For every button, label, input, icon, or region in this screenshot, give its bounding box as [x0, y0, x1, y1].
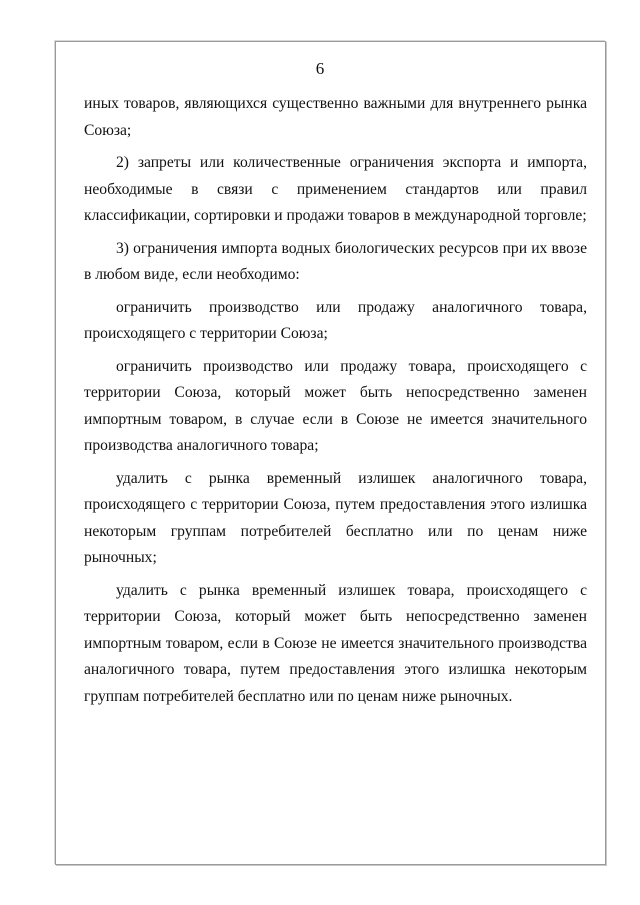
paragraph-1: иных товаров, являющихся существенно важными для внутреннего рынка Союза; — [84, 95, 587, 139]
paragraph-3: 3) ограничения импорта водных биологических ресурсов при их ввозе в любом виде, если необходимо: — [84, 239, 587, 283]
document-body — [84, 91, 587, 716]
paragraph-2: 2) запреты или количественные ограничения экспорта и импорта, необходимые в связи с применением стандартов или правил классификации, сортировки и продажи товаров в международной торговле; — [84, 154, 587, 224]
paragraph-4: ограничить производство или продажу аналогичного товара, происходящего с территории Союза; — [84, 298, 587, 342]
paragraph-6: удалить с рынка временный излишек аналогичного товара, происходящего с территории Союза, путем предоставления этого излишка некоторым группам потребителей бесплатно или по ценам ниже рыночных; — [84, 469, 587, 566]
paragraph-7: удалить с рынка временный излишек товара, происходящего с территории Союза, который может быть непосредственно заменен импортным товаром, если в Союзе не имеется значительного производства аналогичного товара, путем предоставления этого излишка некоторым группам потребителей бесплатно или по ценам ниже рыночных. — [84, 581, 587, 705]
page-number: 6 — [315, 59, 325, 78]
paragraph-5: ограничить производство или продажу товара, происходящего с территории Союза, который может быть непосредственно заменен импортным товаром, в случае если в Союзе не имеется значительного производства аналогичного товара; — [84, 357, 587, 454]
